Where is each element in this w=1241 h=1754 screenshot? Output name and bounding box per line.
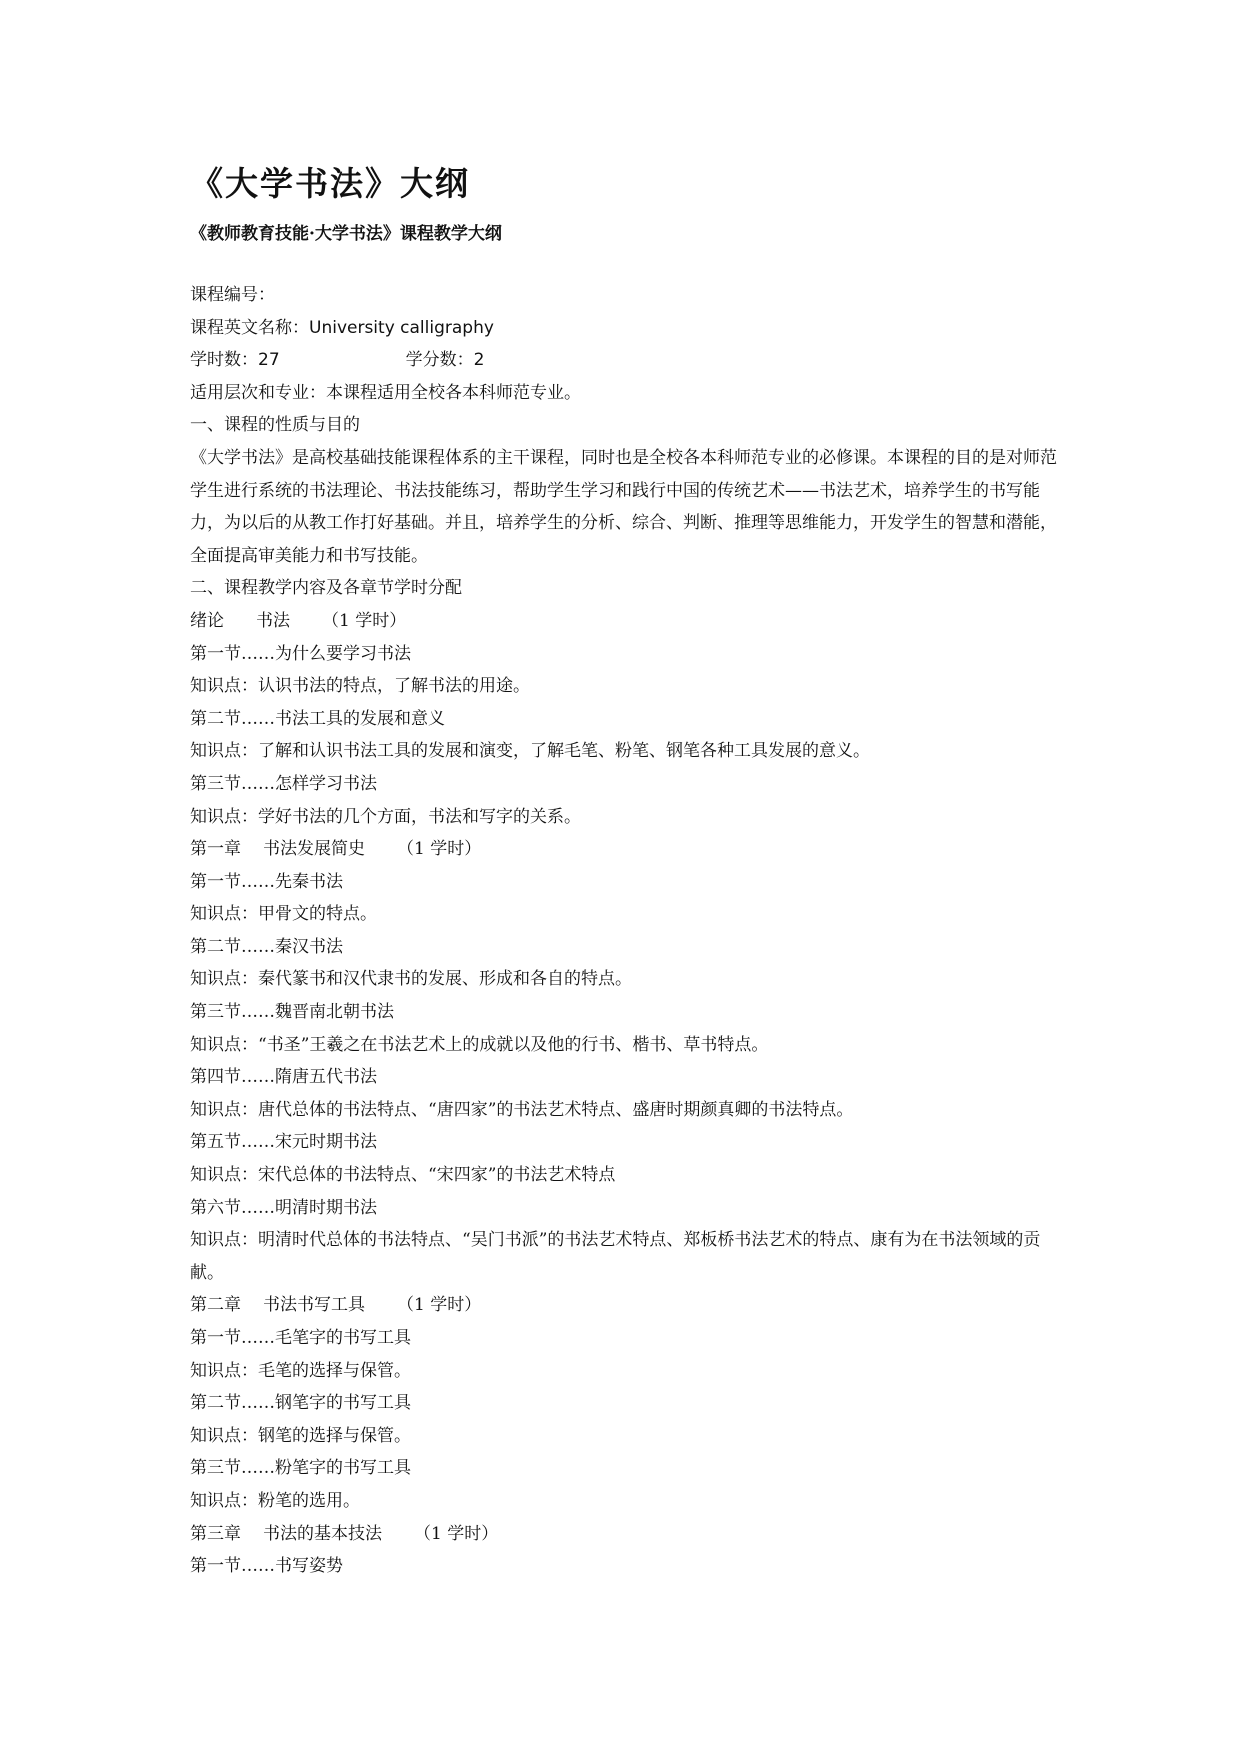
list-item: 第一节……书写姿势 — [190, 1556, 343, 1577]
list-item: 第三节……怎样学习书法 — [190, 773, 377, 794]
list-item: 第三节……魏晋南北朝书法 — [190, 1002, 394, 1023]
chapter1-heading — [190, 833, 1060, 866]
credits-value: 2 — [473, 350, 485, 371]
chapter3-hours: （1 学时） — [414, 1523, 499, 1544]
document-title: 《大学书法》大纲 — [190, 164, 470, 203]
chapter3-name: 第三章 — [190, 1523, 241, 1544]
course-hours-credits — [190, 344, 1060, 377]
chapter2-topic: 书法书写工具 — [263, 1295, 365, 1316]
list-item: 第一节……先秦书法 — [190, 871, 343, 892]
credits-label: 学分数： — [405, 350, 474, 371]
list-item: 知识点：秦代篆书和汉代隶书的发展、形成和各自的特点。 — [190, 969, 632, 990]
list-item: 知识点：明清时代总体的书法特点、“吴门书派”的书法艺术特点、郑板桥书法艺术的特点、康有为在书法领域的贡献。 — [190, 1230, 1041, 1283]
chapter3-heading — [190, 1518, 1060, 1551]
list-item: 知识点：“书圣”王羲之在书法艺术上的成就以及他的行书、楷书、草书特点。 — [190, 1034, 769, 1055]
course-english-name-label: 课程英文名称： — [190, 317, 309, 338]
chapter1-name: 第一章 — [190, 839, 241, 860]
chapter1-hours: （1 学时） — [397, 839, 482, 860]
course-code: 课程编号： — [190, 285, 275, 305]
list-item: 第五节……宋元时期书法 — [190, 1132, 377, 1153]
chapter2-hours: （1 学时） — [397, 1295, 482, 1316]
hours-label: 学时数： — [190, 350, 258, 371]
list-item: 知识点：粉笔的选用。 — [190, 1490, 360, 1511]
list-item: 知识点：唐代总体的书法特点、“唐四家”的书法艺术特点、盛唐时期颜真卿的书法特点。 — [190, 1099, 854, 1120]
section2-heading: 二、课程教学内容及各章节学时分配 — [190, 578, 462, 599]
intro-heading — [190, 605, 1060, 638]
list-item: 知识点：认识书法的特点，了解书法的用途。 — [190, 676, 530, 697]
list-item: 知识点：学好书法的几个方面，书法和写字的关系。 — [190, 806, 581, 827]
document-subtitle: 《教师教育技能·大学书法》课程教学大纲 — [190, 224, 502, 244]
course-english-name-value: University calligraphy — [309, 317, 494, 338]
list-item: 知识点：宋代总体的书法特点、“宋四家”的书法艺术特点 — [190, 1165, 616, 1186]
list-item: 知识点：甲骨文的特点。 — [190, 904, 377, 925]
section1-paragraph: 《大学书法》是高校基础技能课程体系的主干课程，同时也是全校各本科师范专业的必修课。本课程的目的是对师范学生进行系统的书法理论、书法技能练习，帮助学生学习和践行中国的传统艺术——书法艺术，培养学生的书写能力，为以后的从教工作打好基础。并且，培养学生的分析、综合、判断、推理等思维能力，开发学生的智慧和潜能，全面提高审美能力和书写技能。 — [190, 447, 1057, 566]
intro-name: 绪论 — [190, 610, 224, 631]
hours-value: 27 — [258, 350, 280, 371]
chapter3-topic: 书法的基本技法 — [263, 1523, 382, 1544]
list-item: 第三节……粉笔字的书写工具 — [190, 1458, 411, 1479]
list-item: 第一节……毛笔字的书写工具 — [190, 1328, 411, 1348]
document-body — [190, 279, 1060, 1583]
chapter2-heading — [190, 1289, 1060, 1322]
list-item: 第二节……书法工具的发展和意义 — [190, 708, 445, 729]
list-item: 第二节……秦汉书法 — [190, 936, 343, 957]
intro-hours: （1 学时） — [322, 610, 407, 631]
list-item: 第六节……明清时期书法 — [190, 1197, 377, 1218]
section1-heading: 一、课程的性质与目的 — [190, 415, 360, 436]
chapter2-name: 第二章 — [190, 1295, 241, 1316]
chapter1-topic: 书法发展简史 — [263, 839, 365, 860]
list-item: 第二节……钢笔字的书写工具 — [190, 1393, 411, 1414]
list-item: 知识点：了解和认识书法工具的发展和演变，了解毛笔、粉笔、钢笔各种工具发展的意义。 — [190, 741, 870, 762]
intro-topic: 书法 — [256, 610, 290, 631]
list-item: 知识点：毛笔的选择与保管。 — [190, 1360, 411, 1381]
document-page — [190, 160, 1060, 1583]
list-item: 知识点：钢笔的选择与保管。 — [190, 1425, 411, 1446]
list-item: 第四节……隋唐五代书法 — [190, 1067, 377, 1088]
course-english-name — [190, 312, 1060, 345]
course-scope: 适用层次和专业：本课程适用全校各本科师范专业。 — [190, 382, 581, 403]
list-item: 第一节……为什么要学习书法 — [190, 643, 411, 664]
